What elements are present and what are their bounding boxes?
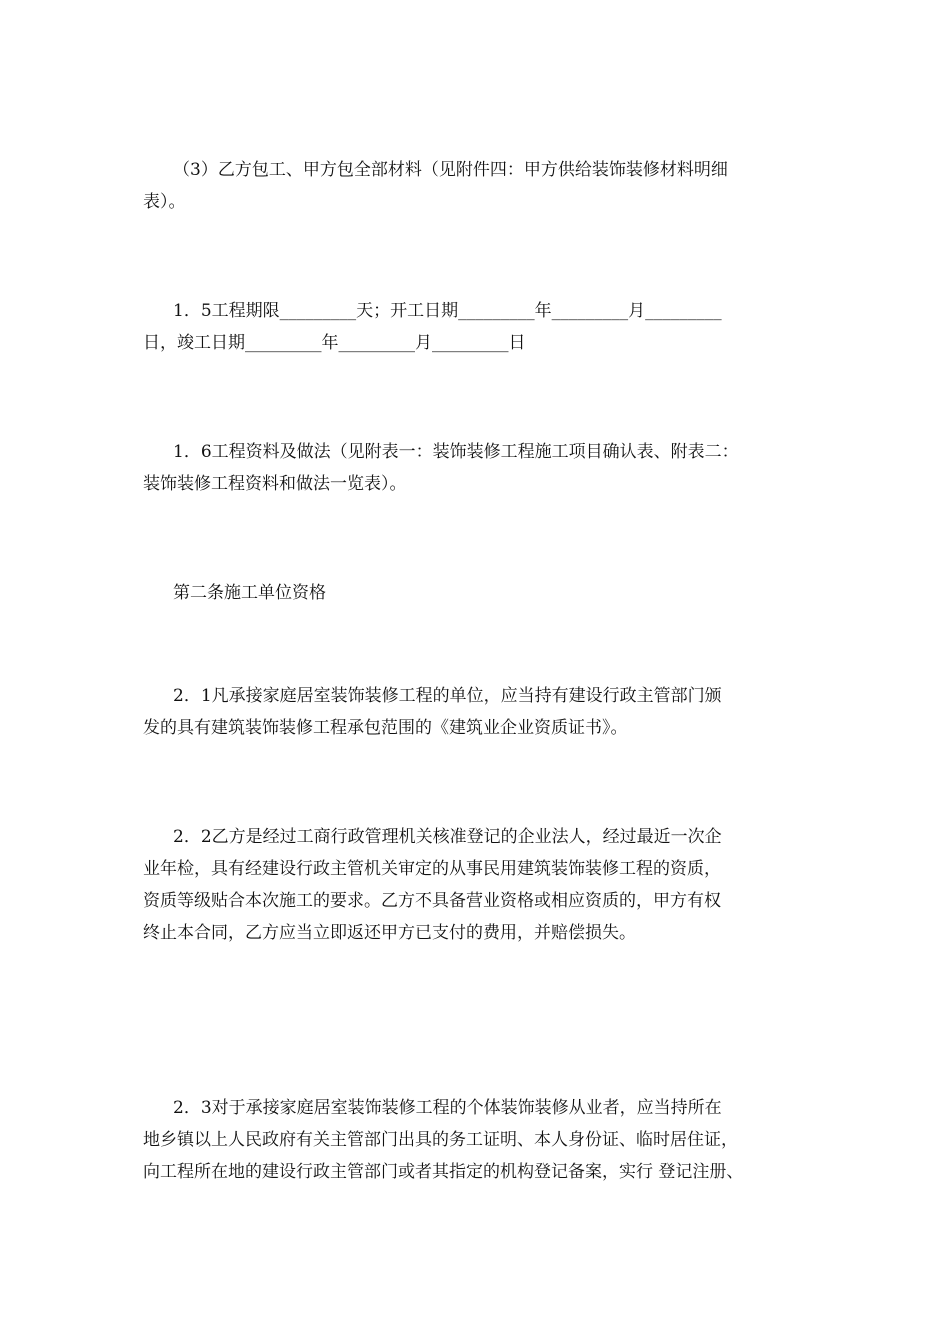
paragraph-line: 发的具有建筑装饰装修工程承包范围的《建筑业企业资质证书》。	[143, 718, 628, 738]
paragraph-line: 2．1凡承接家庭居室装饰装修工程的单位，应当持有建设行政主管部门颁	[173, 686, 722, 706]
paragraph-line: 向工程所在地的建设行政主管部门或者其指定的机构登记备案，实行 登记注册、	[143, 1162, 744, 1182]
paragraph-work-period	[143, 295, 833, 359]
paragraph-line: （3）乙方包工、甲方包全部材料（见附件四：甲方供给装饰装修材料明细	[173, 160, 728, 180]
paragraph-line: 1．5工程期限_________天；开工日期_________年_________月_________	[173, 301, 722, 321]
paragraph-line: 表）。	[143, 192, 186, 212]
article-heading	[143, 577, 833, 609]
paragraph-line: 资质等级贴合本次施工的要求。乙方不具备营业资格或相应资质的，甲方有权	[143, 891, 721, 911]
paragraph-qualification-certificate	[143, 680, 833, 744]
paragraph-line: 1．6工程资料及做法（见附表一：装饰装修工程施工项目确认表、附表二：	[173, 442, 739, 462]
paragraph-individual-practitioner	[143, 1092, 833, 1188]
paragraph-line: 装饰装修工程资料和做法一览表）。	[143, 474, 407, 494]
paragraph-line: 日，竣工日期_________年_________月_________日	[143, 333, 526, 353]
paragraph-line: 终止本合同，乙方应当立即返还甲方已支付的费用，并赔偿损失。	[143, 923, 636, 943]
heading-line: 第二条施工单位资格	[173, 583, 326, 603]
paragraph-work-materials	[143, 436, 833, 500]
paragraph-line: 2．3对于承接家庭居室装饰装修工程的个体装饰装修从业者，应当持所在	[173, 1098, 722, 1118]
paragraph-line: 地乡镇以上人民政府有关主管部门出具的务工证明、本人身份证、临时居住证，	[143, 1130, 738, 1150]
paragraph-line: 2．2乙方是经过工商行政管理机关核准登记的企业法人，经过最近一次企	[173, 827, 722, 847]
paragraph-material-supply	[143, 154, 833, 218]
paragraph-enterprise-qualification	[143, 821, 833, 949]
paragraph-line: 业年检，具有经建设行政主管机关审定的从事民用建筑装饰装修工程的资质，	[143, 859, 721, 879]
